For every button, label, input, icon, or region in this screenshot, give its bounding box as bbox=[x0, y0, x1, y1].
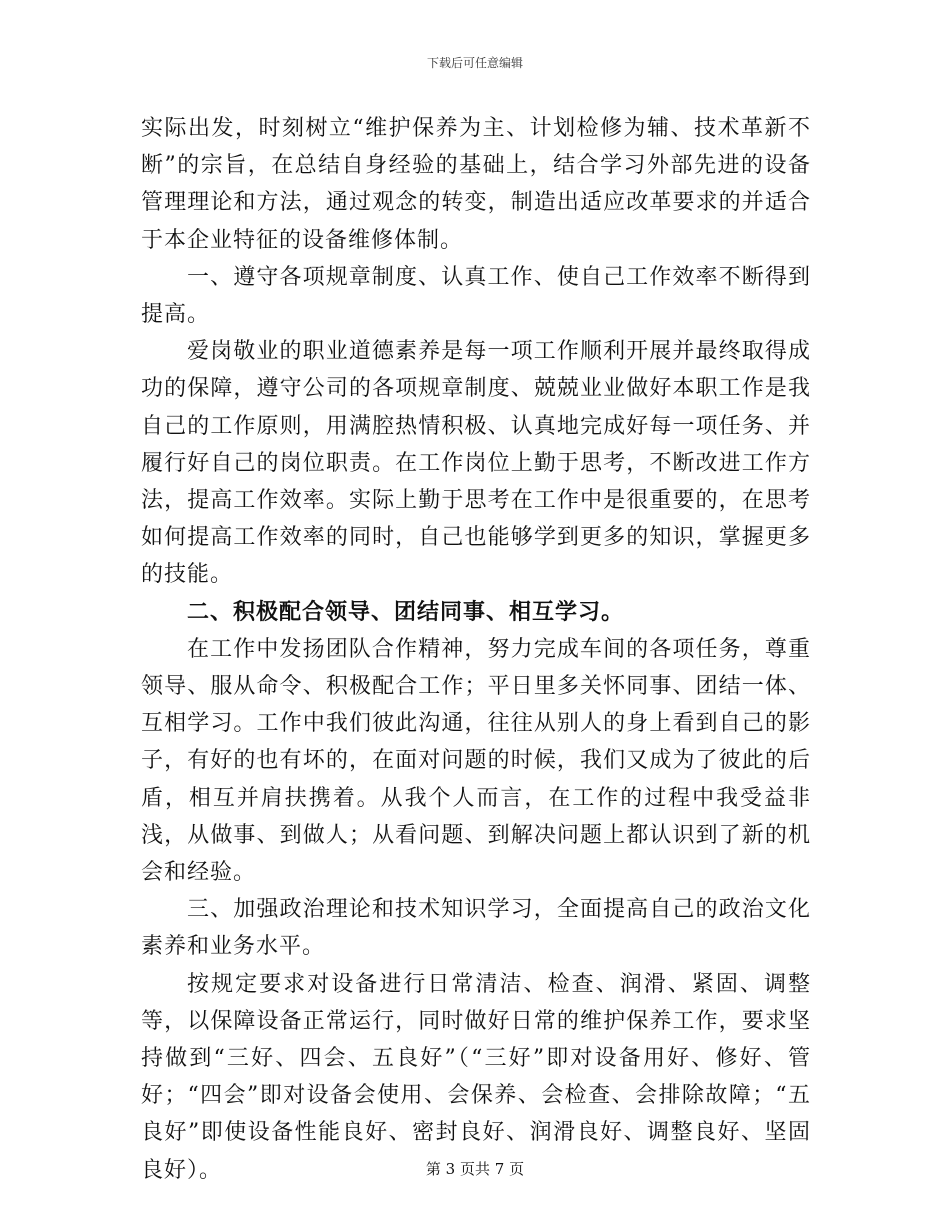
page-header: 下载后可任意编辑 bbox=[426, 56, 523, 70]
paragraph-teamwork: 在工作中发扬团队合作精神，努力完成车间的各项任务，尊重领导、服从命令、积极配合工作；平日里多关怀同事、团结一体、互相学习。工作中我们彼此沟通，往往从别人的身上看到自己的影子，有好的也有坏的，在面对问题的时候，我们又成为了彼此的后盾，相互并肩扶携着。从我个人而言，在工作的过程中我受益非浅，从做事、到做人；从看问题、到解决问题上都认识到了新的机会和经验。 bbox=[141, 636, 811, 886]
paragraph-continuation: 实际出发，时刻树立“维护保养为主、计划检修为辅、技术革新不断”的宗旨，在总结自身经验的基础上，结合学习外部先进的设备管理理论和方法，通过观念的转变，制造出适应改革要求的并适合于本企业特征的设备维修体制。 bbox=[141, 116, 811, 253]
section-heading-1: 一、遵守各项规章制度、认真工作、使自己工作效率不断得到提高。 bbox=[141, 264, 811, 328]
paragraph-maintenance: 按规定要求对设备进行日常清洁、检查、润滑、紧固、调整等，以保障设备正常运行，同时做好日常的维护保养工作，要求坚持做到“三好、四会、五良好”（“三好”即对设备用好、修好、管好；“四会”即对设备会使用、会保养、会检查、会排除故障；“五良好”即使设备性能良好、密封良好、润滑良好、调整良好、坚固良好）。 bbox=[141, 971, 811, 1183]
section-heading-3: 三、加强政治理论和技术知识学习，全面提高自己的政治文化素养和业务水平。 bbox=[141, 897, 811, 960]
section-heading-2: 二、积极配合领导、团结同事、相互学习。 bbox=[187, 598, 625, 625]
page-number: 第 3 页共 7 页 bbox=[425, 1160, 525, 1178]
paragraph-work-ethic: 爱岗敬业的职业道德素养是每一项工作顺利开展并最终取得成功的保障，遵守公司的各项规章制度、兢兢业业做好本职工作是我自己的工作原则，用满腔热情积极、认真地完成好每一项任务、并履行好自己的岗位职责。在工作岗位上勤于思考，不断改进工作方法，提高工作效率。实际上勤于思考在工作中是很重要的，在思考如何提高工作效率的同时，自己也能够学到更多的知识，掌握更多的技能。 bbox=[141, 339, 811, 588]
document-body bbox=[141, 110, 811, 1189]
